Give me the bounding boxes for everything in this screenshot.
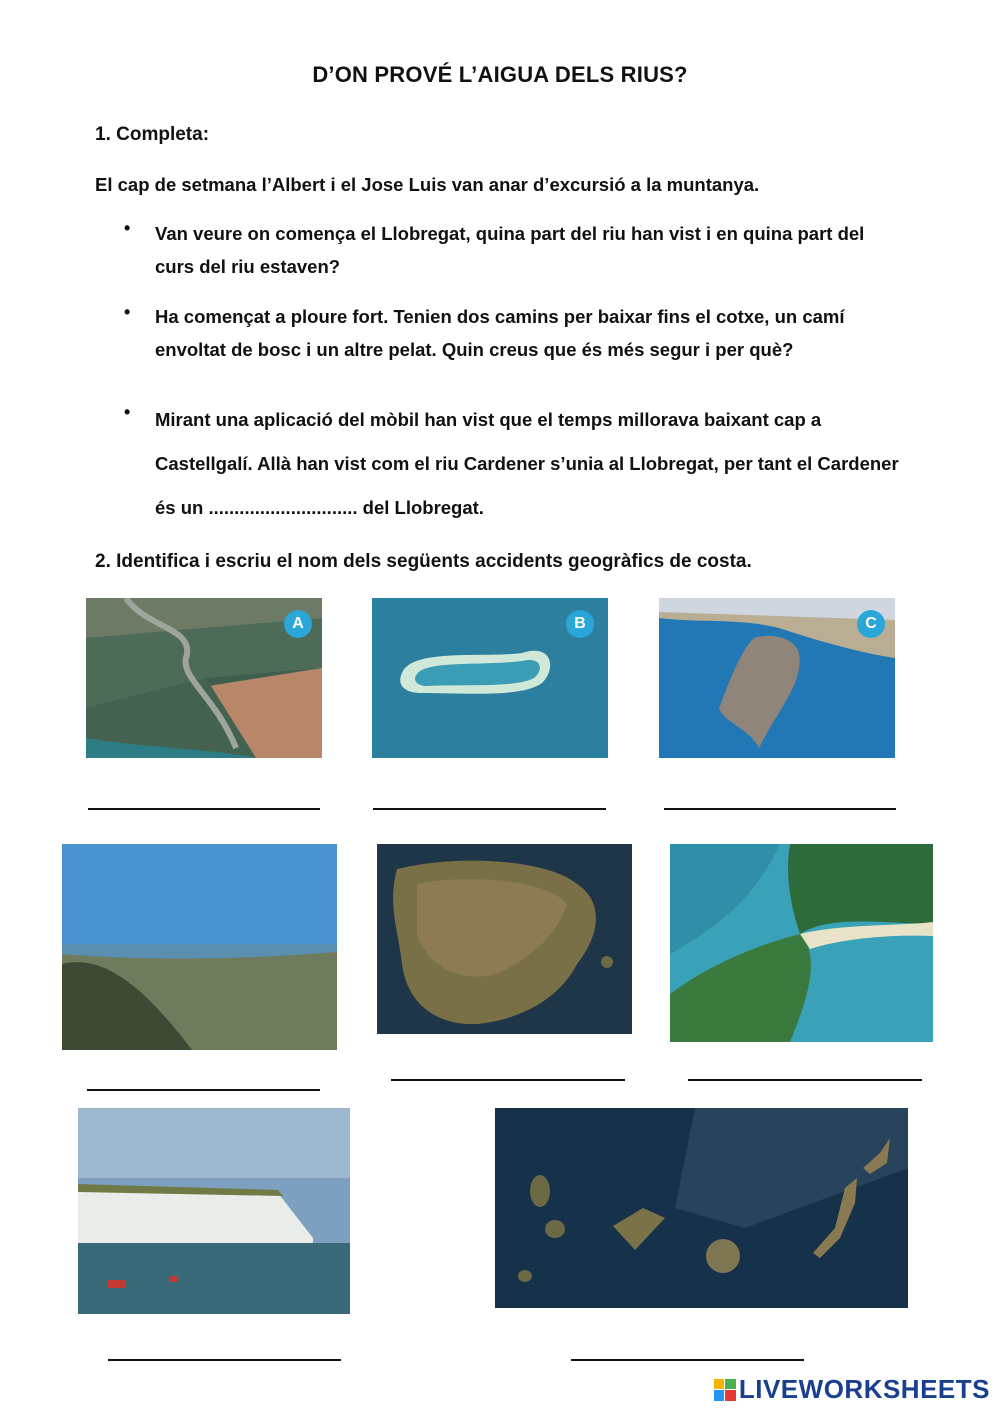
atoll-photo (372, 598, 608, 758)
iberian-peninsula-satellite-photo (377, 844, 632, 1034)
archipelago-satellite-photo (495, 1108, 908, 1308)
badge-a: A (284, 610, 312, 638)
badge-b: B (566, 610, 594, 638)
bullet-text-2: Ha començat a ploure fort. Tenien dos camins per baixar fins el cotxe, un camí envoltat de bosc i un altre pelat. Quin creus que és més segur i per què? (155, 306, 845, 360)
isthmus-beach-photo (670, 844, 933, 1042)
bullet-dot: • (124, 402, 131, 422)
answer-line-7[interactable] (108, 1359, 341, 1361)
badge-c: C (857, 610, 885, 638)
intro-text: El cap de setmana l’Albert i el Jose Luis van anar d’excursió a la muntanya. (95, 174, 760, 195)
bullet-dot: • (124, 218, 131, 238)
logo-text: LIVEWORKSHEETS (738, 1374, 990, 1404)
delta-photo (86, 598, 322, 758)
answer-line-8[interactable] (571, 1359, 804, 1361)
answer-line-2[interactable] (373, 808, 606, 810)
bullet-text-3: Mirant una aplicació del mòbil han vist que el temps millorava baixant cap a Castellgalí. Allà han vist com el riu Cardener s’unia al Llobregat, per tant el Cardener és un ............................. del Llobregat. (155, 409, 899, 518)
bullet-text-1: Van veure on comença el Llobregat, quina part del riu han vist i en quina part del curs del riu estaven? (155, 223, 865, 277)
answer-line-1[interactable] (88, 808, 320, 810)
cliffs-photo (78, 1108, 350, 1314)
peninsula-rock-photo (659, 598, 895, 758)
bullet-dot: • (124, 302, 131, 322)
liveworksheets-icon (714, 1379, 736, 1401)
question-2-heading: 2. Identifica i escriu el nom dels següents accidents geogràfics de costa. (95, 551, 752, 572)
answer-line-6[interactable] (688, 1079, 922, 1081)
liveworksheets-logo (714, 1374, 990, 1405)
answer-line-5[interactable] (391, 1079, 625, 1081)
page-title: D’ON PROVÉ L’AIGUA DELS RIUS? (312, 62, 688, 87)
question-1-heading: 1. Completa: (95, 124, 210, 145)
answer-line-4[interactable] (87, 1089, 320, 1091)
answer-line-3[interactable] (664, 808, 896, 810)
bay-landscape-photo (62, 844, 337, 1050)
